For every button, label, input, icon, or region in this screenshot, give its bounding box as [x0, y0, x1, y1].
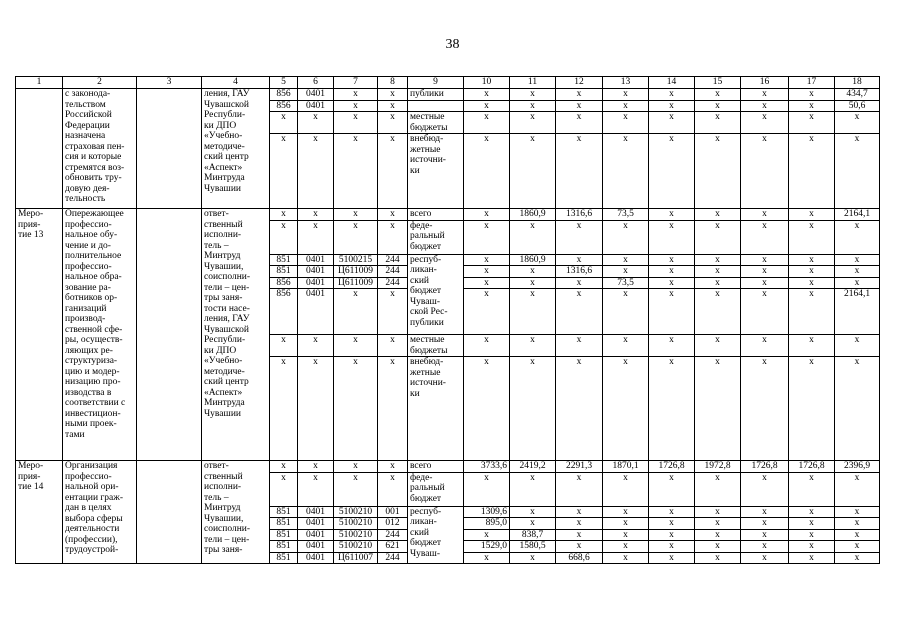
year-value-cell: х	[695, 100, 741, 112]
year-value-cell: х	[556, 541, 603, 553]
funding-source-cell: всего	[408, 461, 464, 473]
year-value-cell: х	[649, 100, 695, 112]
grbs-cell: х	[270, 209, 298, 221]
executor-cell: ответ- ственный исполни- тель – Минтруд Чувашии, соисполни- тели – цен- тры заня- тости насе- ления, ГАУ Чувашской Республи- ки ДПО «Учебно- методиче- ский центр «Аспект» Минтруда Чувашии	[202, 209, 270, 461]
rzpr-cell: 0401	[298, 506, 334, 518]
year-value-cell: х	[464, 89, 510, 101]
year-value-cell: х	[464, 266, 510, 278]
year-value-cell: х	[835, 254, 880, 266]
year-value-cell: х	[741, 277, 789, 289]
year-value-cell: 1309,6	[464, 506, 510, 518]
year-value-cell: 1529,0	[464, 541, 510, 553]
year-value-cell: х	[603, 541, 649, 553]
funding-source-cell: феде- ральный бюджет	[408, 220, 464, 254]
year-value-cell: х	[649, 541, 695, 553]
year-value-cell: 2396,9	[835, 461, 880, 473]
table-row	[16, 461, 880, 473]
year-value-cell: 1972,8	[695, 461, 741, 473]
year-value-cell: х	[510, 100, 556, 112]
year-value-cell: х	[649, 335, 695, 357]
rzpr-cell: х	[298, 134, 334, 209]
year-value-cell: х	[741, 134, 789, 209]
year-value-cell: х	[789, 518, 835, 530]
grbs-cell: 851	[270, 541, 298, 553]
grbs-cell: х	[270, 112, 298, 134]
year-value-cell: х	[649, 518, 695, 530]
csr-cell: х	[334, 335, 378, 357]
csr-cell: х	[334, 112, 378, 134]
funding-source-cell: феде- ральный бюджет	[408, 472, 464, 506]
year-value-cell: х	[695, 541, 741, 553]
grbs-cell: х	[270, 220, 298, 254]
grbs-cell: 856	[270, 277, 298, 289]
year-value-cell: х	[510, 552, 556, 564]
measure-description-cell: с законода- тельством Российской Федерации назначена страховая пен- сия и которые стремятся воз- обновить тру- довую дея- тельность	[63, 89, 137, 209]
rzpr-cell: 0401	[298, 518, 334, 530]
column-header: 11	[510, 77, 556, 89]
rzpr-cell: 0401	[298, 89, 334, 101]
year-value-cell: 73,5	[603, 209, 649, 221]
year-value-cell: х	[835, 112, 880, 134]
table-row	[16, 209, 880, 221]
measure-description-cell: Опережающее профессио- нальное обу- чение и до- полнительное профессио- нальное обра- зование ра- ботников ор- ганизаций производ- ственной сфе- ры, осуществ- ляющих ре- структуриза- цию и модер- низацию про- изводства в соответствии с инвестицион- ными проек- тами	[63, 209, 137, 461]
column-header: 12	[556, 77, 603, 89]
year-value-cell: х	[835, 541, 880, 553]
year-value-cell: х	[835, 277, 880, 289]
year-value-cell: 2419,2	[510, 461, 556, 473]
year-value-cell: х	[741, 112, 789, 134]
year-value-cell: х	[695, 134, 741, 209]
grbs-cell: х	[270, 134, 298, 209]
vr-cell: 012	[378, 518, 408, 530]
year-value-cell: х	[510, 220, 556, 254]
year-value-cell: х	[464, 134, 510, 209]
year-value-cell: х	[464, 277, 510, 289]
year-value-cell: х	[835, 335, 880, 357]
year-value-cell: х	[649, 134, 695, 209]
funding-source-cell: внебюд- жетные источни- ки	[408, 357, 464, 461]
rzpr-cell: 0401	[298, 552, 334, 564]
year-value-cell: х	[741, 335, 789, 357]
year-value-cell: 2164,1	[835, 289, 880, 335]
year-value-cell: х	[556, 335, 603, 357]
year-value-cell: х	[695, 357, 741, 461]
year-value-cell: х	[695, 277, 741, 289]
csr-cell: х	[334, 461, 378, 473]
year-value-cell: х	[835, 552, 880, 564]
year-value-cell: 668,6	[556, 552, 603, 564]
csr-cell: Ц611007	[334, 552, 378, 564]
csr-cell: 5100210	[334, 541, 378, 553]
year-value-cell: х	[741, 254, 789, 266]
grbs-cell: 851	[270, 518, 298, 530]
rzpr-cell: 0401	[298, 100, 334, 112]
column-header: 15	[695, 77, 741, 89]
year-value-cell: х	[695, 506, 741, 518]
rzpr-cell: х	[298, 209, 334, 221]
year-value-cell: х	[510, 277, 556, 289]
column-header: 1	[16, 77, 63, 89]
csr-cell: х	[334, 100, 378, 112]
vr-cell: х	[378, 134, 408, 209]
year-value-cell: х	[789, 357, 835, 461]
year-value-cell: 3733,6	[464, 461, 510, 473]
year-value-cell: х	[603, 289, 649, 335]
year-value-cell: 895,0	[464, 518, 510, 530]
funding-source-cell: респуб- ликан- ский бюджет Чуваш-	[408, 506, 464, 564]
year-value-cell: х	[510, 506, 556, 518]
column-header: 2	[63, 77, 137, 89]
year-value-cell: х	[510, 357, 556, 461]
grbs-cell: 856	[270, 100, 298, 112]
year-value-cell: х	[556, 220, 603, 254]
vr-cell: 244	[378, 529, 408, 541]
vr-cell: х	[378, 335, 408, 357]
rzpr-cell: х	[298, 357, 334, 461]
year-value-cell: 838,7	[510, 529, 556, 541]
csr-cell: Ц611009	[334, 277, 378, 289]
year-value-cell: х	[556, 100, 603, 112]
funding-source-cell: местные бюджеты	[408, 112, 464, 134]
funding-source-cell: респуб- ликан- ский бюджет Чуваш- ской Рес- публики	[408, 254, 464, 335]
year-value-cell: 1316,6	[556, 266, 603, 278]
year-value-cell: х	[741, 266, 789, 278]
csr-cell: х	[334, 220, 378, 254]
year-value-cell: х	[835, 134, 880, 209]
col3-cell	[137, 209, 202, 461]
csr-cell: 5100215	[334, 254, 378, 266]
year-value-cell: х	[510, 134, 556, 209]
year-value-cell: х	[603, 335, 649, 357]
year-value-cell: х	[835, 506, 880, 518]
year-value-cell: х	[510, 112, 556, 134]
measure-description-cell: Организация профессио- нальной ори- ентации граж- дан в целях выбора сферы деятельности (профессии), трудоустрой-	[63, 461, 137, 564]
year-value-cell: х	[649, 277, 695, 289]
year-value-cell: х	[789, 266, 835, 278]
year-value-cell: х	[603, 266, 649, 278]
year-value-cell: х	[695, 220, 741, 254]
year-value-cell: х	[789, 89, 835, 101]
column-header: 5	[270, 77, 298, 89]
executor-cell: ответ- ственный исполни- тель – Минтруд Чувашии, соисполни- тели – цен- тры заня-	[202, 461, 270, 564]
year-value-cell: х	[789, 506, 835, 518]
grbs-cell: х	[270, 335, 298, 357]
year-value-cell: х	[695, 254, 741, 266]
year-value-cell: 1860,9	[510, 209, 556, 221]
column-header: 8	[378, 77, 408, 89]
year-value-cell: 2291,3	[556, 461, 603, 473]
year-value-cell: х	[695, 552, 741, 564]
column-header: 17	[789, 77, 835, 89]
year-value-cell: х	[695, 112, 741, 134]
year-value-cell: х	[603, 357, 649, 461]
year-value-cell: х	[556, 289, 603, 335]
rzpr-cell: х	[298, 472, 334, 506]
year-value-cell: х	[835, 518, 880, 530]
year-value-cell: х	[464, 220, 510, 254]
year-value-cell: х	[789, 220, 835, 254]
vr-cell: 001	[378, 506, 408, 518]
funding-source-cell: внебюд- жетные источни- ки	[408, 134, 464, 209]
year-value-cell: х	[603, 506, 649, 518]
vr-cell: х	[378, 220, 408, 254]
year-value-cell: х	[741, 518, 789, 530]
csr-cell: 5100210	[334, 529, 378, 541]
year-value-cell: 1726,8	[741, 461, 789, 473]
col3-cell	[137, 89, 202, 209]
funding-source-cell: публики	[408, 89, 464, 101]
year-value-cell: х	[789, 289, 835, 335]
rzpr-cell: х	[298, 335, 334, 357]
year-value-cell: 1860,9	[510, 254, 556, 266]
year-value-cell: х	[649, 529, 695, 541]
header-row	[16, 77, 880, 89]
csr-cell: х	[334, 289, 378, 335]
column-header: 9	[408, 77, 464, 89]
year-value-cell: х	[510, 89, 556, 101]
grbs-cell: 851	[270, 506, 298, 518]
year-value-cell: х	[603, 112, 649, 134]
year-value-cell: х	[464, 254, 510, 266]
year-value-cell: х	[603, 89, 649, 101]
year-value-cell: х	[695, 266, 741, 278]
rzpr-cell: 0401	[298, 529, 334, 541]
year-value-cell: х	[603, 518, 649, 530]
column-header: 4	[202, 77, 270, 89]
year-value-cell: х	[789, 472, 835, 506]
year-value-cell: х	[649, 472, 695, 506]
rzpr-cell: 0401	[298, 541, 334, 553]
year-value-cell: х	[649, 209, 695, 221]
year-value-cell: х	[789, 100, 835, 112]
year-value-cell: х	[464, 289, 510, 335]
column-header: 16	[741, 77, 789, 89]
year-value-cell: 2164,1	[835, 209, 880, 221]
rzpr-cell: х	[298, 461, 334, 473]
vr-cell: 244	[378, 277, 408, 289]
csr-cell: 5100210	[334, 518, 378, 530]
year-value-cell: х	[835, 472, 880, 506]
rzpr-cell: 0401	[298, 277, 334, 289]
year-value-cell: х	[464, 100, 510, 112]
csr-cell: х	[334, 209, 378, 221]
grbs-cell: 851	[270, 529, 298, 541]
year-value-cell: х	[741, 472, 789, 506]
year-value-cell: х	[649, 289, 695, 335]
year-value-cell: х	[741, 506, 789, 518]
vr-cell: х	[378, 100, 408, 112]
year-value-cell: х	[649, 266, 695, 278]
year-value-cell: х	[603, 529, 649, 541]
vr-cell: 244	[378, 552, 408, 564]
year-value-cell: х	[789, 254, 835, 266]
year-value-cell: х	[603, 254, 649, 266]
year-value-cell: х	[835, 529, 880, 541]
csr-cell: Ц611009	[334, 266, 378, 278]
year-value-cell: х	[649, 357, 695, 461]
year-value-cell: х	[741, 289, 789, 335]
grbs-cell: 856	[270, 289, 298, 335]
year-value-cell: х	[835, 266, 880, 278]
year-value-cell: х	[556, 529, 603, 541]
vr-cell: х	[378, 289, 408, 335]
year-value-cell: х	[695, 89, 741, 101]
measure-number-cell: Меро- прия- тие 14	[16, 461, 63, 564]
year-value-cell: х	[741, 552, 789, 564]
year-value-cell: х	[603, 552, 649, 564]
year-value-cell: х	[510, 472, 556, 506]
year-value-cell: х	[556, 134, 603, 209]
table-row	[16, 89, 880, 101]
year-value-cell: х	[741, 89, 789, 101]
rzpr-cell: 0401	[298, 266, 334, 278]
csr-cell: х	[334, 134, 378, 209]
year-value-cell: х	[649, 112, 695, 134]
grbs-cell: х	[270, 472, 298, 506]
year-value-cell: х	[835, 357, 880, 461]
year-value-cell: х	[695, 209, 741, 221]
year-value-cell: х	[649, 89, 695, 101]
column-header: 7	[334, 77, 378, 89]
year-value-cell: х	[464, 335, 510, 357]
year-value-cell: х	[464, 472, 510, 506]
csr-cell: 5100210	[334, 506, 378, 518]
year-value-cell: х	[789, 552, 835, 564]
year-value-cell: 434,7	[835, 89, 880, 101]
vr-cell: х	[378, 209, 408, 221]
year-value-cell: х	[649, 254, 695, 266]
year-value-cell: х	[789, 529, 835, 541]
column-header: 18	[835, 77, 880, 89]
vr-cell: 244	[378, 266, 408, 278]
year-value-cell: 1580,5	[510, 541, 556, 553]
csr-cell: х	[334, 472, 378, 506]
year-value-cell: х	[695, 518, 741, 530]
year-value-cell: х	[510, 266, 556, 278]
executor-cell: ления, ГАУ Чувашской Республи- ки ДПО «Учебно- методиче- ский центр «Аспект» Минтруда Чувашии	[202, 89, 270, 209]
year-value-cell: 1726,8	[649, 461, 695, 473]
year-value-cell: х	[510, 335, 556, 357]
year-value-cell: х	[556, 506, 603, 518]
grbs-cell: х	[270, 461, 298, 473]
year-value-cell: х	[649, 552, 695, 564]
year-value-cell: х	[741, 541, 789, 553]
column-header: 6	[298, 77, 334, 89]
measure-number-cell: Меро- прия- тие 13	[16, 209, 63, 461]
year-value-cell: х	[789, 335, 835, 357]
year-value-cell: х	[789, 112, 835, 134]
year-value-cell: х	[789, 541, 835, 553]
year-value-cell: х	[556, 518, 603, 530]
year-value-cell: х	[695, 529, 741, 541]
year-value-cell: х	[789, 134, 835, 209]
year-value-cell: х	[741, 357, 789, 461]
grbs-cell: 856	[270, 89, 298, 101]
year-value-cell: х	[556, 89, 603, 101]
csr-cell: х	[334, 357, 378, 461]
measure-number-cell	[16, 89, 63, 209]
year-value-cell: 1316,6	[556, 209, 603, 221]
year-value-cell: х	[741, 209, 789, 221]
grbs-cell: 851	[270, 254, 298, 266]
year-value-cell: 73,5	[603, 277, 649, 289]
vr-cell: х	[378, 112, 408, 134]
year-value-cell: х	[603, 472, 649, 506]
vr-cell: х	[378, 461, 408, 473]
year-value-cell: х	[556, 254, 603, 266]
column-header: 13	[603, 77, 649, 89]
year-value-cell: х	[603, 134, 649, 209]
column-header: 14	[649, 77, 695, 89]
year-value-cell: х	[649, 506, 695, 518]
year-value-cell: х	[556, 357, 603, 461]
year-value-cell: х	[695, 335, 741, 357]
year-value-cell: х	[464, 552, 510, 564]
column-header: 3	[137, 77, 202, 89]
funding-source-cell	[408, 100, 464, 112]
year-value-cell: х	[510, 289, 556, 335]
grbs-cell: 851	[270, 266, 298, 278]
year-value-cell: х	[603, 220, 649, 254]
year-value-cell: х	[510, 518, 556, 530]
grbs-cell: х	[270, 357, 298, 461]
year-value-cell: х	[464, 529, 510, 541]
vr-cell: 244	[378, 254, 408, 266]
year-value-cell: х	[741, 220, 789, 254]
csr-cell: х	[334, 89, 378, 101]
rzpr-cell: 0401	[298, 254, 334, 266]
column-header: 10	[464, 77, 510, 89]
page-number: 38	[445, 37, 460, 52]
year-value-cell: х	[789, 277, 835, 289]
year-value-cell: х	[556, 277, 603, 289]
year-value-cell: х	[695, 472, 741, 506]
year-value-cell: х	[464, 209, 510, 221]
year-value-cell: 1726,8	[789, 461, 835, 473]
year-value-cell: х	[649, 220, 695, 254]
rzpr-cell: 0401	[298, 289, 334, 335]
year-value-cell: х	[603, 100, 649, 112]
funding-source-cell: всего	[408, 209, 464, 221]
year-value-cell: х	[464, 357, 510, 461]
rzpr-cell: х	[298, 112, 334, 134]
budget-table	[15, 76, 880, 564]
year-value-cell: х	[556, 472, 603, 506]
vr-cell: х	[378, 472, 408, 506]
vr-cell: х	[378, 89, 408, 101]
col3-cell	[137, 461, 202, 564]
funding-source-cell: местные бюджеты	[408, 335, 464, 357]
vr-cell: х	[378, 357, 408, 461]
year-value-cell: 1870,1	[603, 461, 649, 473]
year-value-cell: х	[741, 529, 789, 541]
grbs-cell: 851	[270, 552, 298, 564]
vr-cell: 621	[378, 541, 408, 553]
year-value-cell: х	[789, 209, 835, 221]
year-value-cell: х	[835, 220, 880, 254]
year-value-cell: х	[556, 112, 603, 134]
year-value-cell: х	[464, 112, 510, 134]
year-value-cell: х	[741, 100, 789, 112]
year-value-cell: х	[695, 289, 741, 335]
year-value-cell: 50,6	[835, 100, 880, 112]
rzpr-cell: х	[298, 220, 334, 254]
